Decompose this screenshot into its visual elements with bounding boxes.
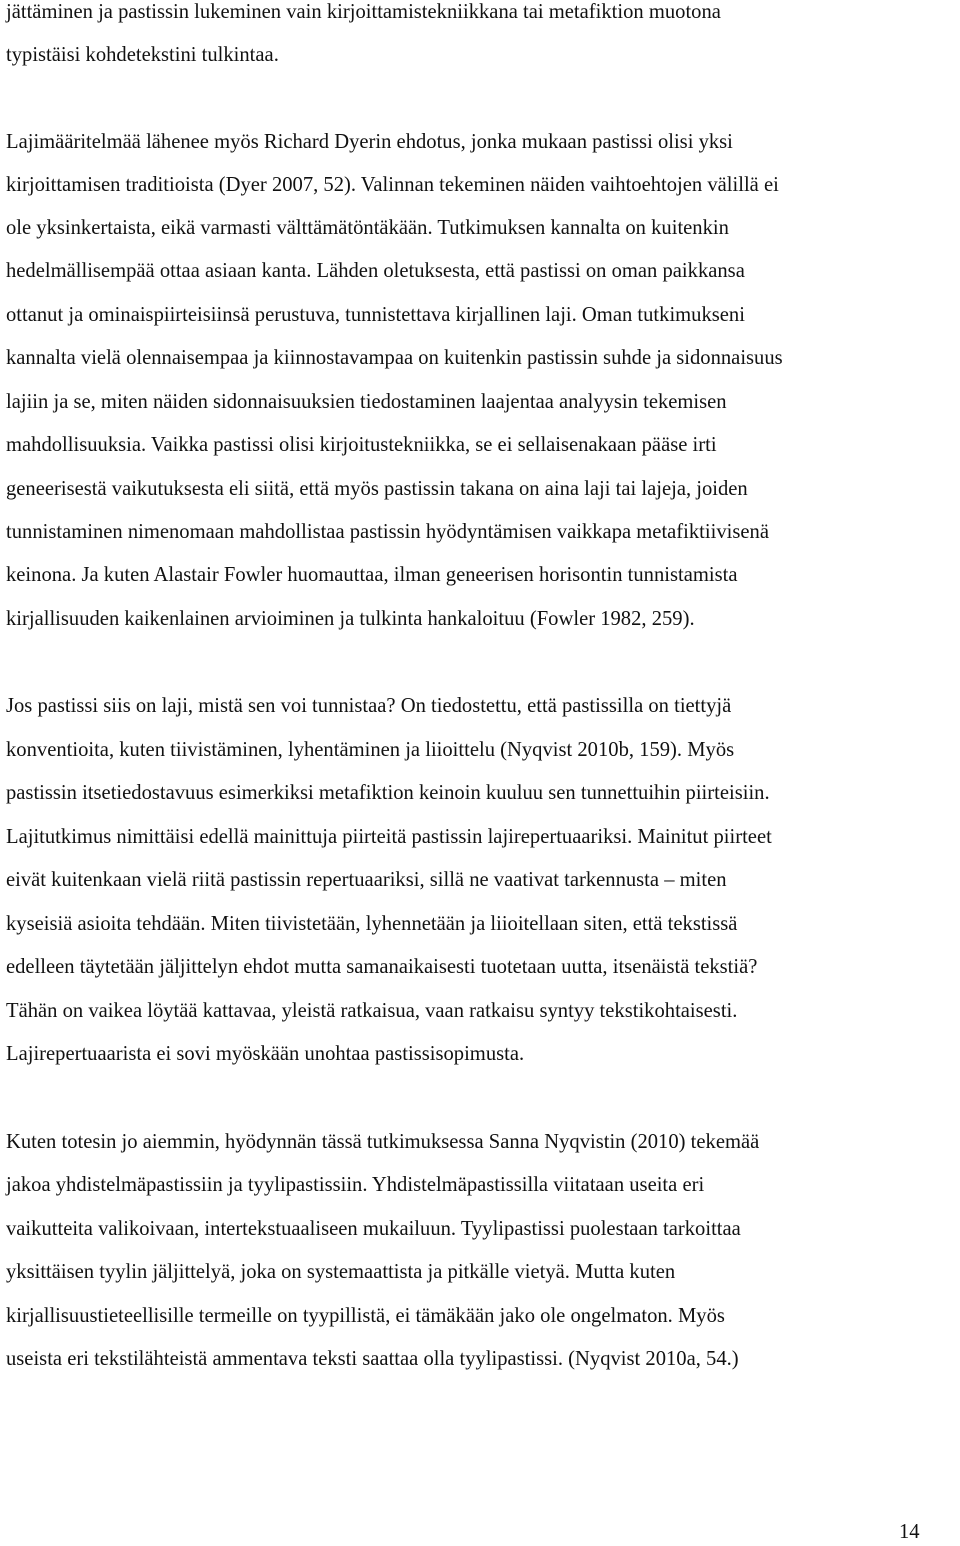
page-number: 14 xyxy=(899,1521,920,1543)
text-line: useista eri tekstilähteistä ammentava teksti saattaa olla tyylipastissi. (Nyqvist 2010a, 54.) xyxy=(6,1348,739,1370)
text-line: Jos pastissi siis on laji, mistä sen voi tunnistaa? On tiedostettu, että pastissilla on tiettyjä xyxy=(6,695,732,717)
text-line: hedelmällisempää ottaa asiaan kanta. Lähden oletuksesta, että pastissi on oman paikkansa xyxy=(6,260,745,282)
text-line: kannalta vielä olennaisempaa ja kiinnostavampaa on kuitenkin pastissin suhde ja sidonnaisuus xyxy=(6,347,783,369)
text-line: Lajitutkimus nimittäisi edellä mainittuja piirteitä pastissin lajirepertuaariksi. Mainitut piirteet xyxy=(6,826,772,848)
text-line: edelleen täytetään jäljittelyn ehdot mutta samanaikaisesti tuotetaan uutta, itsenäistä tekstiä? xyxy=(6,956,758,978)
text-line: Lajimääritelmää lähenee myös Richard Dyerin ehdotus, jonka mukaan pastissi olisi yksi xyxy=(6,131,733,153)
text-line: vaikutteita valikoivaan, intertekstuaaliseen mukailuun. Tyylipastissi puolestaan tarkoittaa xyxy=(6,1218,741,1240)
text-line: jakoa yhdistelmäpastissiin ja tyylipastissiin. Yhdistelmäpastissilla viitataan useita eri xyxy=(6,1174,705,1196)
text-line: ottanut ja ominaispiirteisiinsä perustuva, tunnistettava kirjallinen laji. Oman tutkimukseni xyxy=(6,304,745,326)
text-line: geneerisestä vaikutuksesta eli siitä, että myös pastissin takana on aina laji tai lajeja, joiden xyxy=(6,478,748,500)
text-line: kirjallisuustieteellisille termeille on tyypillistä, ei tämäkään jako ole ongelmaton. Myös xyxy=(6,1305,725,1327)
text-line: yksittäisen tyylin jäljittelyä, joka on systemaattista ja pitkälle vietyä. Mutta kuten xyxy=(6,1261,676,1283)
text-line: lajiin ja se, miten näiden sidonnaisuuksien tiedostaminen laajentaa analyysin tekemisen xyxy=(6,391,727,413)
text-line: tunnistaminen nimenomaan mahdollistaa pastissin hyödyntämisen vaikkapa metafiktiivisenä xyxy=(6,521,769,543)
text-line: pastissin itsetiedostavuus esimerkiksi metafiktion keinoin kuuluu sen tunnettuihin piirteisiin. xyxy=(6,782,770,804)
text-line: Kuten totesin jo aiemmin, hyödynnän tässä tutkimuksessa Sanna Nyqvistin (2010) tekemää xyxy=(6,1131,760,1153)
text-line: ole yksinkertaista, eikä varmasti välttämätöntäkään. Tutkimuksen kannalta on kuitenkin xyxy=(6,217,729,239)
text-line: kirjallisuuden kaikenlainen arvioiminen ja tulkinta hankaloituu (Fowler 1982, 259). xyxy=(6,608,695,630)
text-line: jättäminen ja pastissin lukeminen vain kirjoittamistekniikkana tai metafiktion muotona xyxy=(6,1,721,23)
text-line: typistäisi kohdetekstini tulkintaa. xyxy=(6,44,279,66)
text-line: Tähän on vaikea löytää kattavaa, yleistä ratkaisua, vaan ratkaisu syntyy tekstikohtaisesti. xyxy=(6,1000,738,1022)
text-line: keinona. Ja kuten Alastair Fowler huomauttaa, ilman geneerisen horisontin tunnistamista xyxy=(6,564,738,586)
text-line: konventioita, kuten tiivistäminen, lyhentäminen ja liioittelu (Nyqvist 2010b, 159). Myös xyxy=(6,739,735,761)
text-line: kirjoittamisen traditioista (Dyer 2007, 52). Valinnan tekeminen näiden vaihtoehtojen välillä ei xyxy=(6,174,779,196)
text-line: mahdollisuuksia. Vaikka pastissi olisi kirjoitustekniikka, se ei sellaisenakaan pääse irti xyxy=(6,434,717,456)
text-line: kyseisiä asioita tehdään. Miten tiivistetään, lyhennetään ja liioitellaan siten, että tekstissä xyxy=(6,913,738,935)
text-line: eivät kuitenkaan vielä riitä pastissin repertuaariksi, sillä ne vaativat tarkennusta – miten xyxy=(6,869,727,891)
text-line: Lajirepertuaarista ei sovi myöskään unohtaa pastissisopimusta. xyxy=(6,1043,525,1065)
